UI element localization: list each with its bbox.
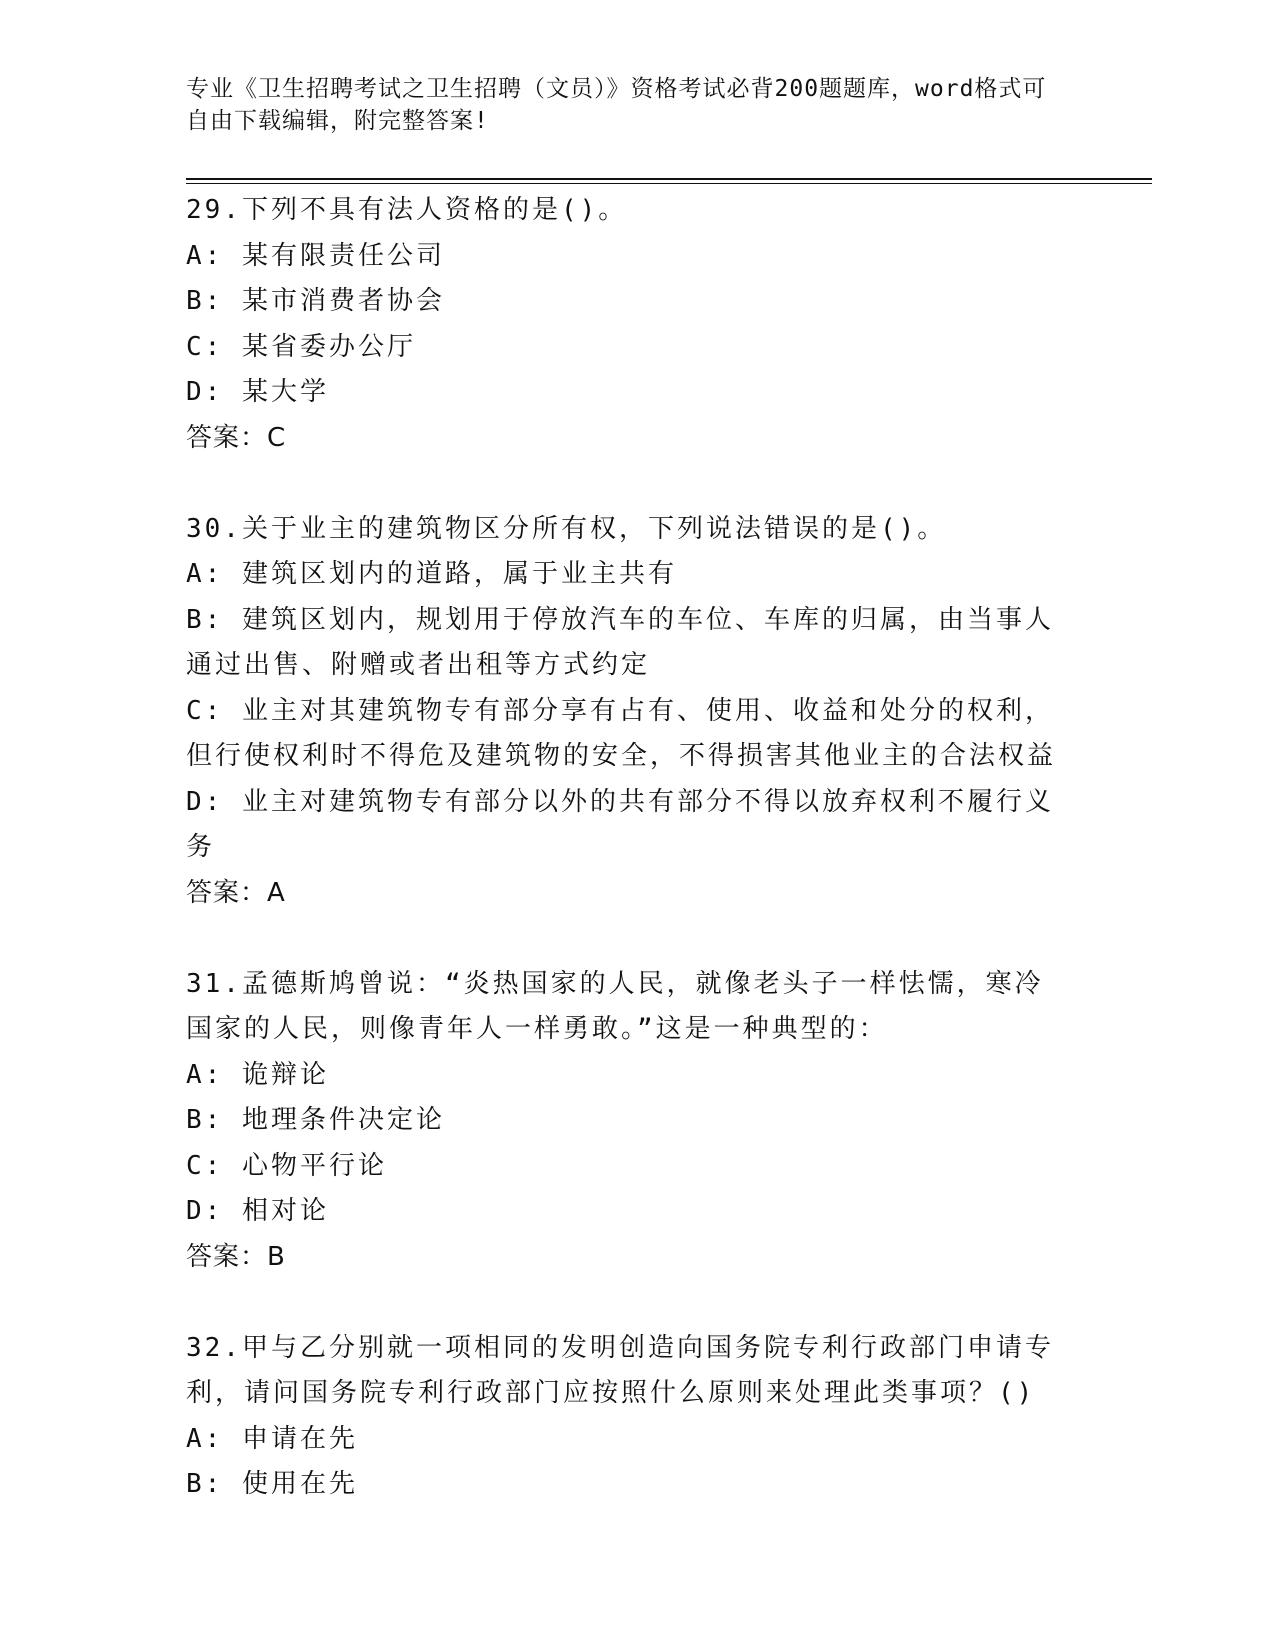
- answer: 答案：B: [186, 1241, 286, 1272]
- option-c: C: 业主对其建筑物专有部分享有占有、使用、收益和处分的权利，但行使权利时不得危及建筑物的安全，不得损害其他业主的合法权益: [186, 695, 1057, 771]
- document-header: 专业《卫生招聘考试之卫生招聘（文员）》资格考试必背200题题库，word格式可自由下载编辑，附完整答案!: [186, 76, 1047, 134]
- option-c: C: 某省委办公厅: [186, 331, 416, 362]
- question-stem: 30.关于业主的建筑物区分所有权，下列说法错误的是()。: [186, 513, 947, 544]
- header-rule-thick: [186, 178, 1152, 180]
- question-29: [186, 188, 1066, 461]
- option-b: B: 使用在先: [186, 1469, 358, 1499]
- answer: 答案：A: [186, 877, 286, 908]
- question-31: [186, 962, 1066, 1281]
- option-a: A: 建筑区划内的道路，属于业主共有: [186, 559, 677, 589]
- question-stem: 31.孟德斯鸠曾说：“炎热国家的人民，就像老头子一样怯懦，寒冷国家的人民，则像青年人一样勇敢。”这是一种典型的：: [186, 968, 1044, 1044]
- question-stem: 29.下列不具有法人资格的是()。: [186, 195, 628, 225]
- option-d: D: 相对论: [186, 1196, 329, 1226]
- option-d: D: 某大学: [186, 377, 329, 407]
- answer: 答案：C: [186, 422, 287, 453]
- question-30: [186, 507, 1066, 917]
- option-a: A: 申请在先: [186, 1423, 358, 1454]
- option-b: B: 建筑区划内，规划用于停放汽车的车位、车库的归属，由当事人通过出售、附赠或者出租等方式约定: [186, 604, 1054, 680]
- question-list: [186, 188, 1066, 1508]
- option-a: A: 某有限责任公司: [186, 240, 445, 271]
- option-c: C: 心物平行论: [186, 1150, 387, 1181]
- option-a: A: 诡辩论: [186, 1059, 329, 1090]
- option-d: D: 业主对建筑物专有部分以外的共有部分不得以放弃权利不履行义务: [186, 786, 1054, 862]
- option-b: B: 地理条件决定论: [186, 1105, 445, 1135]
- header-rule-thin: [186, 183, 1152, 184]
- option-b: B: 某市消费者协会: [186, 286, 445, 316]
- question-32: [186, 1326, 1066, 1508]
- question-stem: 32.甲与乙分别就一项相同的发明创造向国务院专利行政部门申请专利，请问国务院专利行政部门应按照什么原则来处理此类事项？(): [186, 1332, 1054, 1408]
